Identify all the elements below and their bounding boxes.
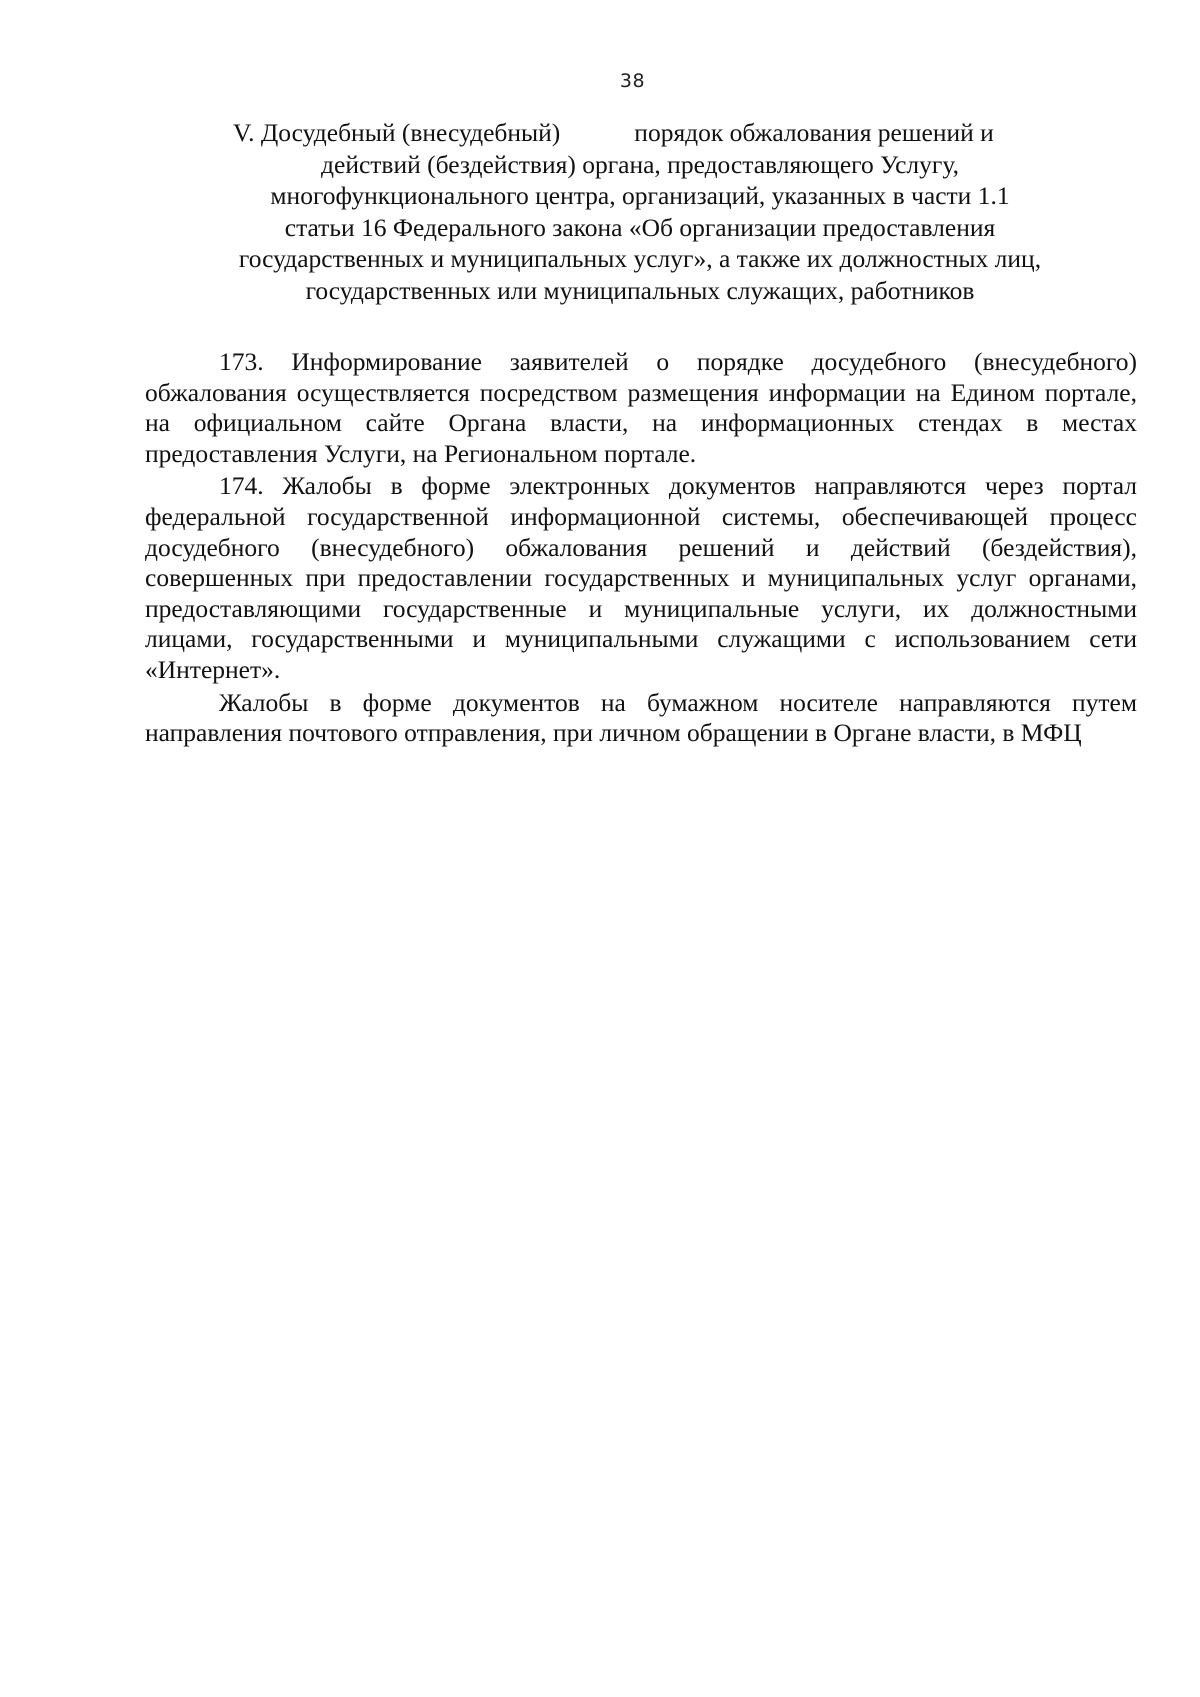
heading-line-4: статьи 16 Федерального закона «Об организации предоставления [284,212,996,242]
heading-line-2: действий (бездействия) органа, предоставляющего Услугу, [321,149,959,179]
heading-line-6: государственных или муниципальных служащих, работников [305,275,975,305]
paragraph-paper-complaints: Жалобы в форме документов на бумажном носителе направляются путем направления почтового отправления, при личном обращении в Органе власти, в МФЦ [145,687,1137,748]
body-text [145,347,1137,749]
page-number: 38 [619,70,646,92]
heading-line-1-part-2: порядок обжалования решений и [634,118,994,147]
paragraph-174: 174. Жалобы в форме электронных документов направляются через портал федеральной государственной информационной системы, обеспечивающей процесс досудебного (внесудебного) обжалования решений и действий (бездействия), совершенных при предоставлении государственных и муниципальных услуг органами, предоставляющими государственные и муниципальные услуги, их должностными лицами, государственными и муниципальными служащими с использованием сети «Интернет». [145,471,1137,684]
heading-line-1-part-1: V. Досудебный (внесудебный) [233,118,561,147]
heading-line-5: государственных и муниципальных услуг», а также их должностных лиц, [238,244,1042,273]
section-heading [145,117,1135,306]
heading-line-3: многофункционального центра, организаций, указанных в части 1.1 [270,181,1010,210]
paragraph-173: 173. Информирование заявителей о порядке досудебного (внесудебного) обжалования осуществляется посредством размещения информации на Едином портале, на официальном сайте Органа власти, на информационных стендах в местах предоставления Услуги, на Региональном портале. [145,347,1137,468]
heading-line-1 [145,117,1135,149]
